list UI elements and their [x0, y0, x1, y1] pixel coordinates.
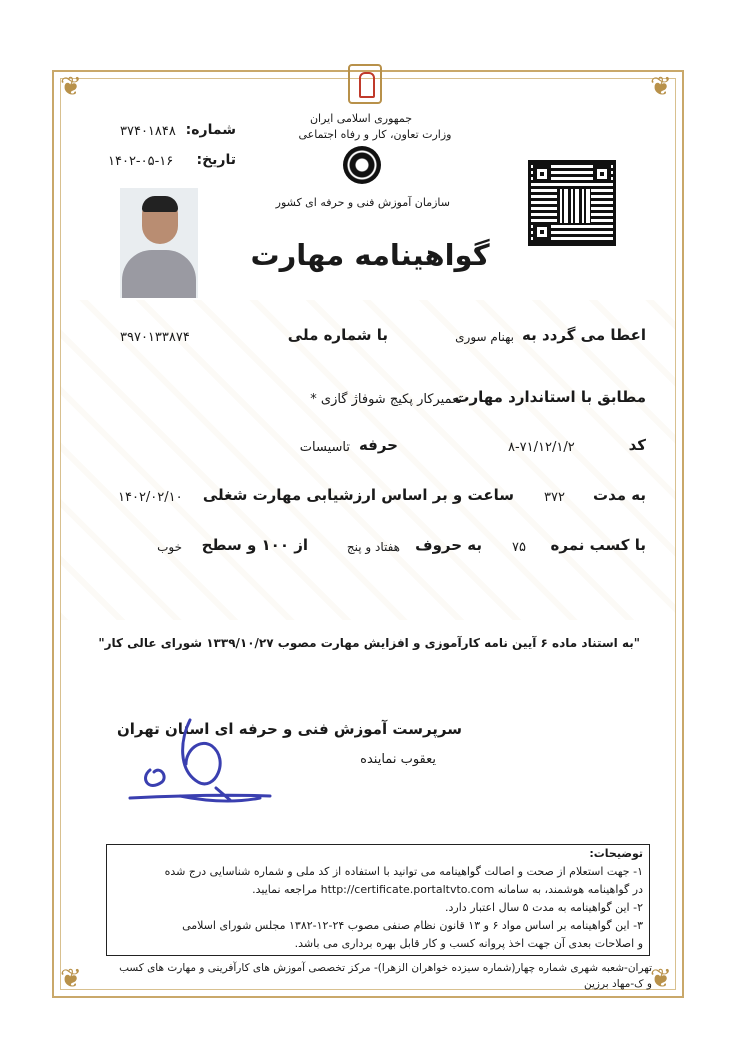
level-label: از ۱۰۰ و سطح: [201, 536, 308, 554]
standard-name: تعمیرکار پکیج شوفاژ گازی *: [310, 392, 462, 407]
code-label: کد: [628, 436, 646, 454]
assessment-date: ۱۴۰۲/۰۲/۱۰: [118, 490, 183, 505]
regulation-statement: "به استناد ماده ۶ آیین نامه کارآموزی و افزایش مهارت مصوب ۱۳۳۹/۱۰/۲۷ شورای عالی کار": [98, 636, 640, 650]
iran-emblem-icon: [348, 64, 382, 104]
footer-line-1: تهران-شعبه شهری شماره چهار(شماره سیزده خواهران الزهرا)- مرکز تخصصی آموزش های کارآفرینی و مهارت های کسب: [119, 962, 652, 974]
issue-date: ۱۴۰۲-۰۵-۱۶: [108, 154, 174, 169]
trade-value: تاسیسات: [299, 440, 350, 455]
ministry-name: وزارت تعاون، کار و رفاه اجتماعی: [298, 128, 452, 141]
notes-title: توضیحات:: [589, 847, 643, 860]
tvto-logo-icon: [343, 146, 381, 184]
duration-value: ۳۷۲: [544, 490, 565, 505]
trade-label: حرفه: [358, 436, 398, 454]
corner-ornament-top-right: ❦: [650, 72, 672, 102]
notes-box: [106, 844, 650, 956]
in-words-label: به حروف: [415, 536, 482, 554]
score-value: ۷۵: [512, 540, 526, 555]
duration-label: به مدت: [593, 486, 646, 504]
holder-photo: [120, 188, 198, 298]
footer-line-2: و ک-مهاد برزین: [584, 978, 652, 990]
qr-code: [528, 160, 616, 246]
date-label: تاریخ:: [196, 152, 236, 168]
corner-ornament-bottom-left: ❦: [60, 964, 82, 994]
level-value: خوب: [157, 540, 182, 554]
score-words: هفتاد و پنج: [346, 540, 400, 554]
national-id-label: با شماره ملی: [287, 326, 388, 344]
certificate-number: ۳۷۴۰۱۸۴۸: [120, 124, 176, 139]
organization-name: سازمان آموزش فنی و حرفه ای کشور: [275, 196, 450, 209]
watermark-pattern: [60, 300, 676, 620]
standard-label: مطابق با استاندارد مهارت: [454, 388, 646, 406]
national-id: ۳۹۷۰۱۳۳۸۷۴: [120, 330, 190, 345]
note-line-5: و اصلاحات بعدی آن جهت اخذ پروانه کسب و کار قابل بهره برداری می باشد.: [294, 937, 643, 950]
country-name: جمهوری اسلامی ایران: [309, 112, 412, 125]
code-value: ۸-۷۱/۱۲/۱/۲: [508, 440, 575, 455]
certificate-title: گواهینامه مهارت: [250, 238, 490, 272]
note-line-1: ۱- جهت استعلام از صحت و اصالت گواهینامه می توانید با استفاده از کد ملی و شماره شناسایی درج شده: [164, 865, 643, 878]
number-label: شماره:: [185, 122, 236, 138]
score-label: با کسب نمره: [550, 536, 646, 554]
note-line-3: ۲- این گواهینامه به مدت ۵ سال اعتبار دارد.: [445, 901, 643, 914]
assessment-label: ساعت و بر اساس ارزشیابی مهارت شغلی: [202, 486, 514, 504]
note-line-4: ۳- این گواهینامه بر اساس مواد ۶ و ۱۳ قانون نظام صنفی مصوب ۲۴-۱۲-۱۳۸۲ مجلس شورای اسلامی: [182, 919, 643, 932]
signatory-position: سرپرست آموزش فنی و حرفه ای استان تهران: [116, 720, 462, 738]
handwritten-signature: [120, 700, 280, 810]
holder-name: بهنام سوری: [455, 330, 514, 344]
corner-ornament-top-left: ❦: [60, 72, 82, 102]
signatory-name: یعقوب نماینده: [360, 752, 436, 767]
granted-label: اعطا می گردد به: [522, 326, 646, 344]
note-line-2: در گواهینامه هوشمند، به سامانه http://certificate.portaltvto.com مراجعه نمایید.: [252, 883, 643, 896]
corner-ornament-bottom-right: ❦: [650, 964, 672, 994]
